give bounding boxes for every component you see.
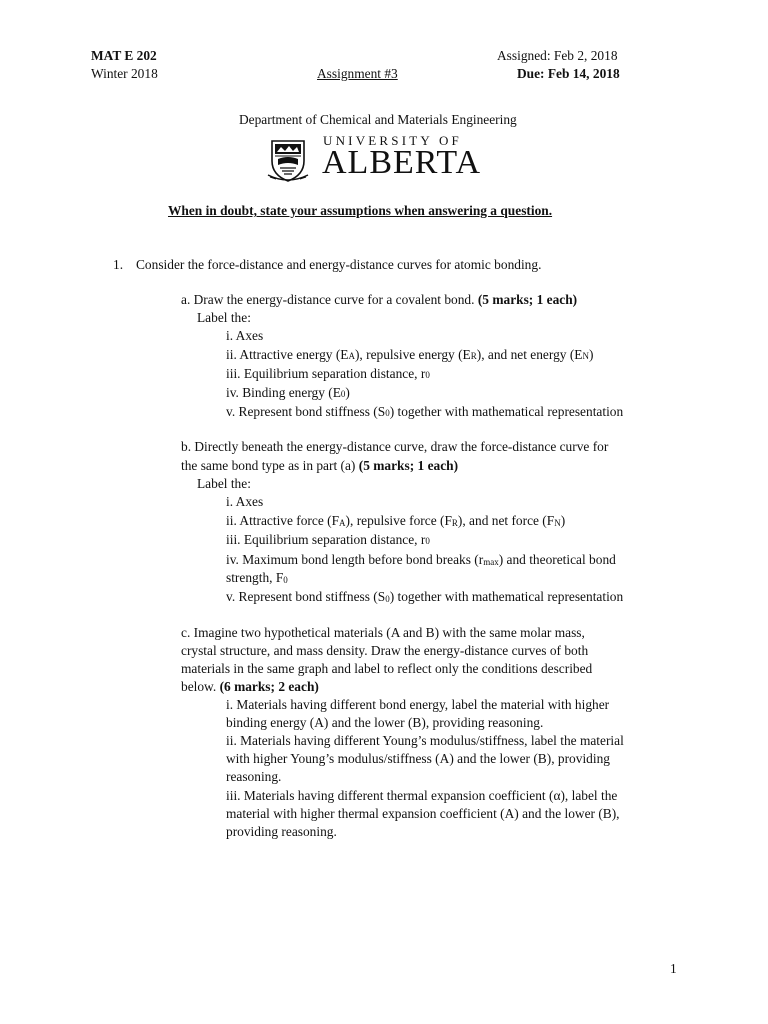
due-date: Due: Feb 14, 2018 [517,66,620,81]
part-b-item-iv-cont: strength, $F_0$ [226,570,288,585]
assignment-title: Assignment #3 [317,66,398,81]
part-c-marks: (6 marks; 2 each) [219,679,319,694]
part-b-line-1: b. Directly beneath the energy-distance curve, draw the force-distance curve for [181,439,609,454]
university-logo [266,133,482,187]
page-number: 1 [670,961,677,976]
part-b-item-iv: iv. Maximum bond length before bond breaks $(r_{max})$ and theoretical bond [226,552,616,567]
part-c-item-ii-cont: with higher Young’s modulus/stiffness (A) and the lower (B), providing [226,751,610,766]
part-a-item-v: v. Represent bond stiffness (S0) together with mathematical representation [226,404,624,419]
part-b-marks: (5 marks; 1 each) [358,458,459,473]
university-crest-icon [266,135,310,188]
part-c-item-iii-cont: material with higher thermal expansion coefficient (A) and the lower (B), [226,806,620,821]
part-c-item-i: i. Materials having different bond energy, label the material with higher [226,697,610,712]
assigned-date: Assigned: Feb 2, 2018 [497,48,618,63]
part-a-item-i: i. Axes [226,328,264,343]
part-b-item-v: v. Represent bond stiffness $(S_0)$ together with mathematical representation [226,589,624,604]
part-b-item-i: i. Axes [226,494,264,509]
part-c-item-i-cont: binding energy (A) and the lower (B), providing reasoning. [226,715,544,730]
part-c-item-iii: iii. Materials having different thermal expansion coefficient (α), label the [226,788,618,803]
part-c-line-1: c. Imagine two hypothetical materials (A and B) with the same molar mass, [181,625,585,640]
part-a-item-iv: iv. Binding energy (E0) [226,385,350,400]
part-b-item-iii: iii. Equilibrium separation distance, r0 [226,532,430,547]
logo-line-1: UNIVERSITY OF [323,133,462,148]
assumptions-notice: When in doubt, state your assumptions when answering a question. [168,203,553,218]
part-a-item-ii: ii. Attractive energy (EA), repulsive energy (ER), and net energy (EN) [226,347,594,362]
part-a-heading: a. Draw the energy-distance curve for a covalent bond. (5 marks; 1 each) [181,292,578,307]
term: Winter 2018 [91,66,158,81]
part-c-item-ii-cont-2: reasoning. [226,769,282,784]
part-b-label-the: Label the: [197,476,251,491]
question-text: Consider the force-distance and energy-distance curves for atomic bonding. [136,257,542,272]
question-number: 1. [113,257,124,272]
part-c-item-iii-cont-2: providing reasoning. [226,824,337,839]
part-c-line-3: materials in the same graph and label to reflect only the conditions described [181,661,593,676]
part-b-line-2: the same bond type as in part (a) (5 marks; 1 each) [181,458,459,473]
part-c-item-ii: ii. Materials having different Young’s modulus/stiffness, label the material [226,733,624,748]
part-c-line-4: below. (6 marks; 2 each) [181,679,319,694]
part-a-marks: (5 marks; 1 each) [477,292,578,307]
course-code: MAT E 202 [91,48,157,63]
part-a-item-iii: iii. Equilibrium separation distance, r0 [226,366,430,381]
part-c-line-2: crystal structure, and mass density. Draw the energy-distance curves of both [181,643,589,658]
part-b-item-ii: ii. Attractive force $(F_A)$, repulsive force $(F_R)$, and net force $(F_N)$ [226,513,566,528]
department-name: Department of Chemical and Materials Engineering [239,112,517,127]
part-a-label-the: Label the: [197,310,251,325]
logo-line-2: ALBERTA [322,144,482,181]
